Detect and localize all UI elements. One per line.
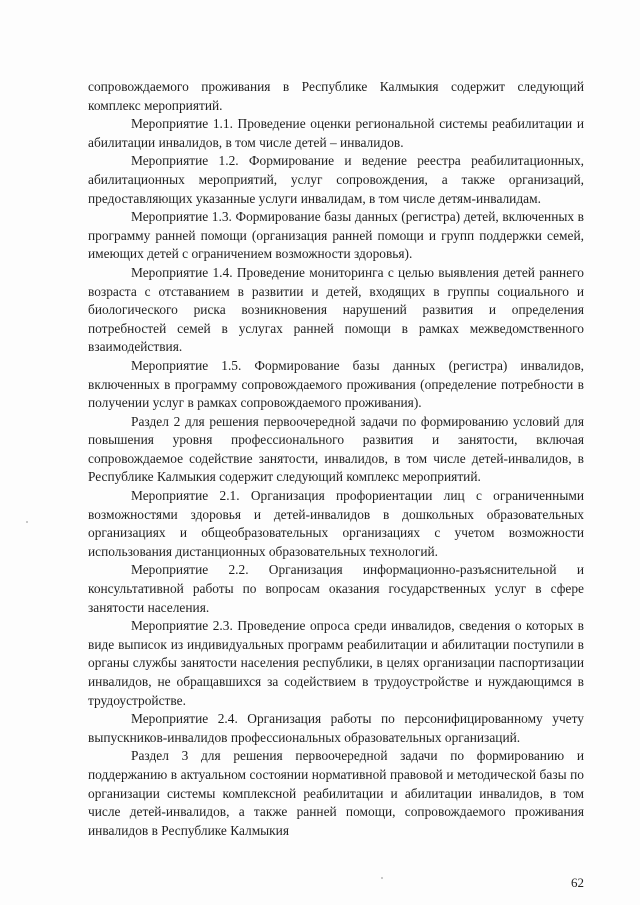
paragraph-measure-1-1: Мероприятие 1.1. Проведение оценки региональной системы реабилитации и абилитации инвалидов, в том числе детей – инвалидов. [88, 116, 584, 150]
paragraph-measure-1-4: Мероприятие 1.4. Проведение мониторинга с целью выявления детей раннего возраста с отставанием в развитии и детей, входящих в группы социального и биологического риска возникновения нарушений развития и определения потребностей семей в услугах ранней помощи в рамках межведомственного взаимодействия. [88, 264, 584, 355]
document-body [88, 78, 584, 840]
paragraph-measure-2-2: Мероприятие 2.2. Организация информационно-разъяснительной и консультативной работы по вопросам оказания государственных услуг в сфере занятости населения. [88, 562, 584, 615]
paragraph-measure-2-3: Мероприятие 2.3. Проведение опроса среди инвалидов, сведения о которых в виде выписок из индивидуальных программ реабилитации и абилитации поступили в органы службы занятости населения республики, в целях организации паспортизации инвалидов, не обращавшихся за содействием в трудоустройстве и нуждающимся в трудоустройстве. [88, 618, 584, 708]
paragraph-section-3: Раздел 3 для решения первоочередной задачи по формированию и поддержанию в актуальном состоянии нормативной правовой и методической базы по организации системы комплексной реабилитации и абилитации инвалидов, в том числе детей-инвалидов, а также ранней помощи, сопровождаемого проживания инвалидов в Республике Калмыкия [88, 748, 584, 838]
paragraph-measure-2-4: Мероприятие 2.4. Организация работы по персонифицированному учету выпускников-инвалидов профессиональных образовательных организаций. [88, 711, 584, 745]
paragraph-measure-2-1: Мероприятие 2.1. Организация профориентации лиц с ограниченными возможностями здоровья и детей-инвалидов в дошкольных образовательных организациях и общеобразовательных организациях с учетом возможности использования дистанционных образовательных технологий. [88, 488, 584, 559]
scan-speck [26, 521, 28, 523]
paragraph-measure-1-5: Мероприятие 1.5. Формирование базы данных (регистра) инвалидов, включенных в программу сопровождаемого проживания (определение потребности в получении услуг в рамках сопровождаемого проживания). [88, 357, 584, 411]
paragraph-intro-continuation: сопровождаемого проживания в Республике Калмыкия содержит следующий комплекс мероприятий. [88, 79, 584, 113]
scan-speck [381, 877, 383, 879]
paragraph-measure-1-2: Мероприятие 1.2. Формирование и ведение реестра реабилитационных, абилитационных мероприятий, услуг сопровождения, а также организаций, предоставляющих указанные услуги инвалидам, в том числе детям-инвалидам. [88, 153, 584, 206]
page-number: 62 [571, 875, 584, 890]
paragraph-section-2: Раздел 2 для решения первоочередной задачи по формированию условий для повышения уровня профессионального развития и занятости, включая сопровождаемое содействие занятости, инвалидов, в том числе детей-инвалидов, в Республике Калмыкия содержит следующий комплекс мероприятий. [88, 413, 584, 485]
paragraph-measure-1-3: Мероприятие 1.3. Формирование базы данных (регистра) детей, включенных в программу ранней помощи (организация ранней помощи и групп поддержки семей, имеющих детей с ограничением возможности здоровья). [88, 209, 584, 262]
